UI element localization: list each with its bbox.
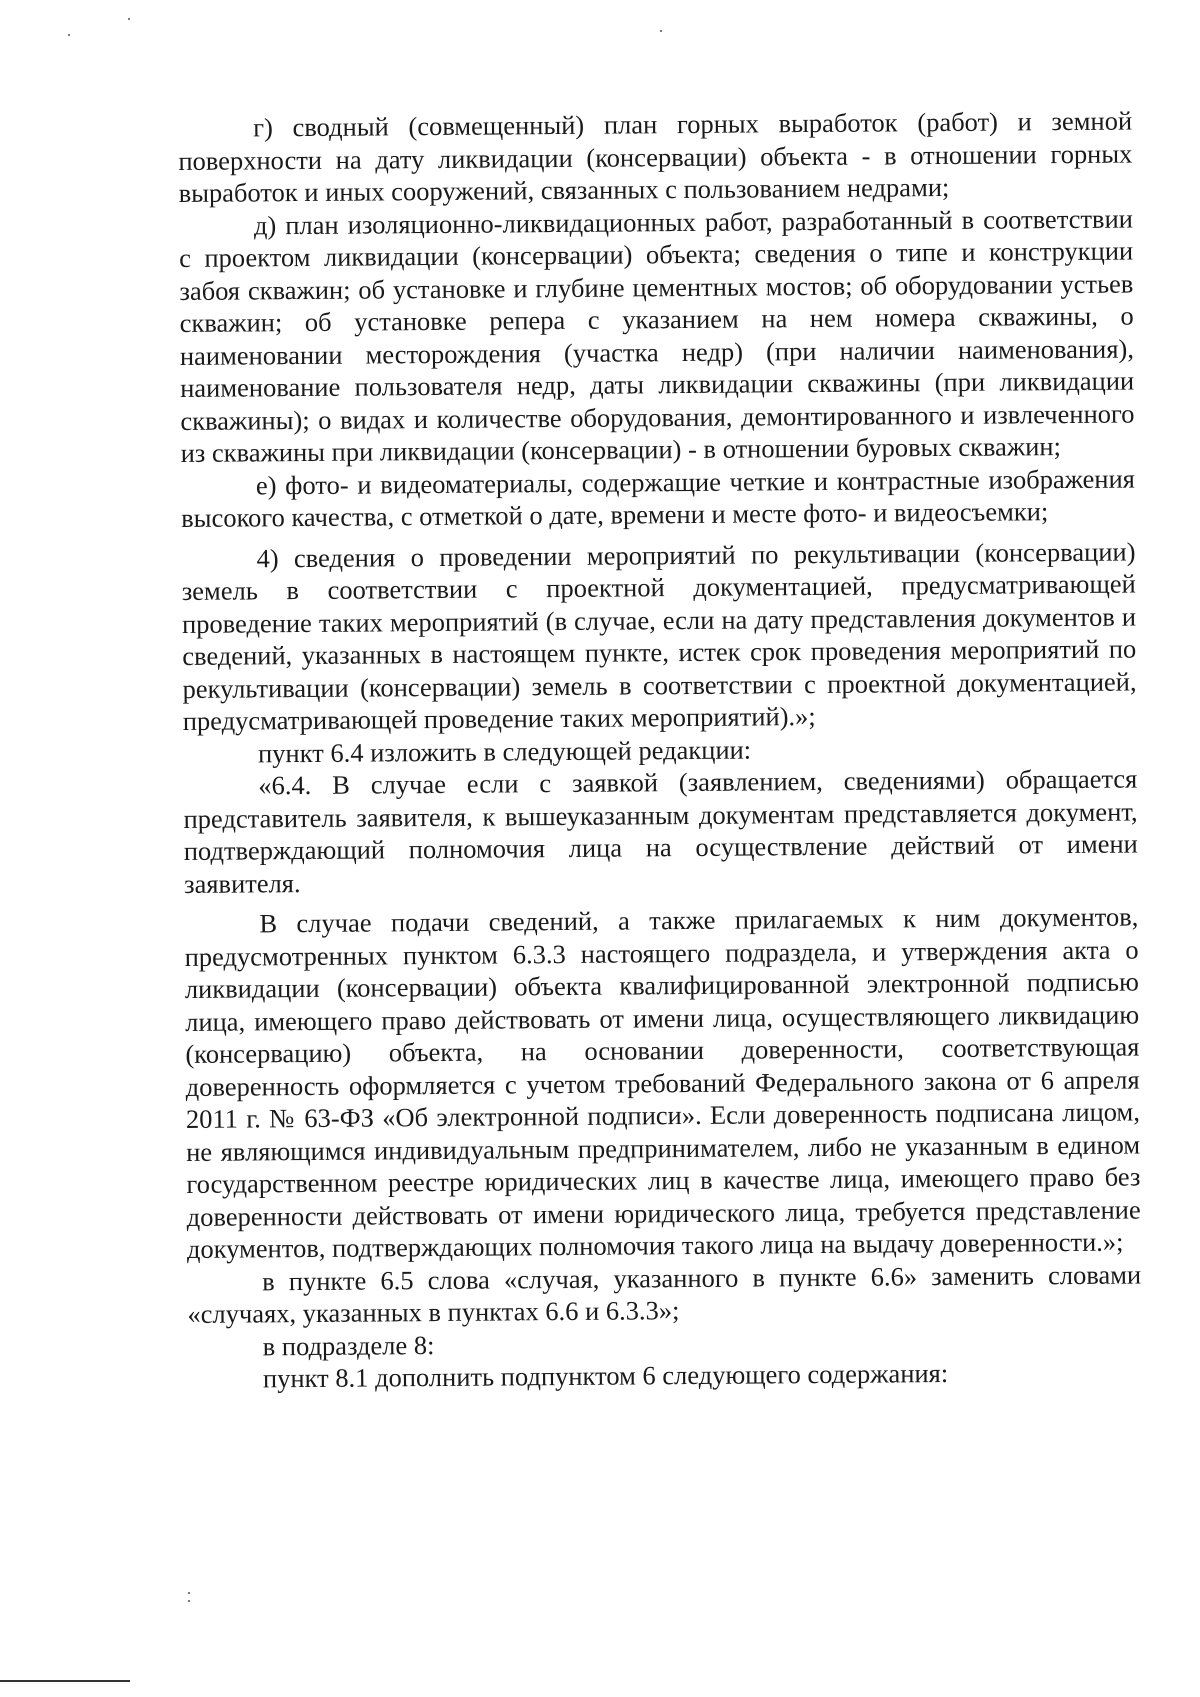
paragraph-subsection-8: в подразделе 8: xyxy=(262,1329,435,1361)
paragraph-g: г) сводный (совмещенный) план горных выработок (работ) и земной поверхности на дату ликвидации (консервации) объекта - в отношении горных выработок и иных сооружений, связанных с пользованием недрами; xyxy=(178,105,1133,208)
paragraph-d: д) план изоляционно-ликвидационных работ, разработанный в соответствии с проектом ликвидации (консервации) объекта; сведения о типе и конструкции забоя скважин; об установке и глубине цементных мостов; об оборудовании устьев скважин; об установке репера с указанием на нем номера скважины, о наименовании месторождения (участка недр) (при наличии наименования), наименование пользователя недр, даты ликвидации скважины (при ликвидации скважины); о видах и количестве оборудования, демонтированного и извлеченного из скважины при ликвидации (консервации) - в отношении буровых скважин; xyxy=(179,203,1135,468)
scan-speck xyxy=(660,30,662,32)
scan-speck xyxy=(68,34,70,36)
document-body xyxy=(178,105,1142,1396)
paragraph-6-5: в пункте 6.5 слова «случая, указанного в пункте 6.6» заменить словами «случаях, указанных в пунктах 6.6 и 6.3.3»; xyxy=(187,1258,1142,1329)
scan-speck xyxy=(188,1592,190,1594)
scan-speck xyxy=(128,18,130,20)
scan-speck xyxy=(188,1600,190,1602)
paragraph-signature: В случае подачи сведений, а также прилагаемых к ним документов, предусмотренных пунктом 6.3.3 настоящего подраздела, и утверждения акта о ликвидации (консервации) объекта квалифицированной электронной подписью лица, имеющего право действовать от имени лица, осуществляющего ликвидацию (консервацию) объекта, на основании доверенности, соответствующая доверенность оформляется с учетом требований Федерального закона от 6 апреля 2011 г. № 63-ФЗ «Об электронной подписи». Если доверенность подписана лицом, не являющимся индивидуальным предпринимателем, либо не указанным в едином государственном реестре юридических лиц в качестве лица, имеющего право без доверенности действовать от имени юридического лица, требуется представление документов, подтверждающих полномочия такого лица на выдачу доверенности.»; xyxy=(184,901,1141,1264)
paragraph-6-4: «6.4. В случае если с заявкой (заявлением, сведениями) обращается представитель заявителя, к вышеуказанным документам представляется документ, подтверждающий полномочия лица на осуществление действий от имени заявителя. xyxy=(183,763,1138,899)
paragraph-8-1: пункт 8.1 дополнить подпунктом 6 следующего содержания: xyxy=(262,1357,949,1394)
paragraph-6-4-intro: пункт 6.4 изложить в следующей редакции: xyxy=(257,734,752,768)
paragraph-4: 4) сведения о проведении мероприятий по рекультивации (консервации) земель в соответствии с проектной документацией, предусматривающей проведение таких мероприятий (в случае, если на дату представления документов и сведений, указанных в настоящем пункте, истек срок проведения мероприятий по рекультивации (консервации) земель в соответствии с проектной документацией, предусматривающей проведение таких мероприятий).»; xyxy=(181,535,1137,736)
footnote-rule xyxy=(0,1680,130,1682)
paragraph-e: е) фото- и видеоматериалы, содержащие четкие и контрастные изображения высокого качества, с отметкой о дате, времени и месте фото- и видеосъемки; xyxy=(181,462,1136,533)
